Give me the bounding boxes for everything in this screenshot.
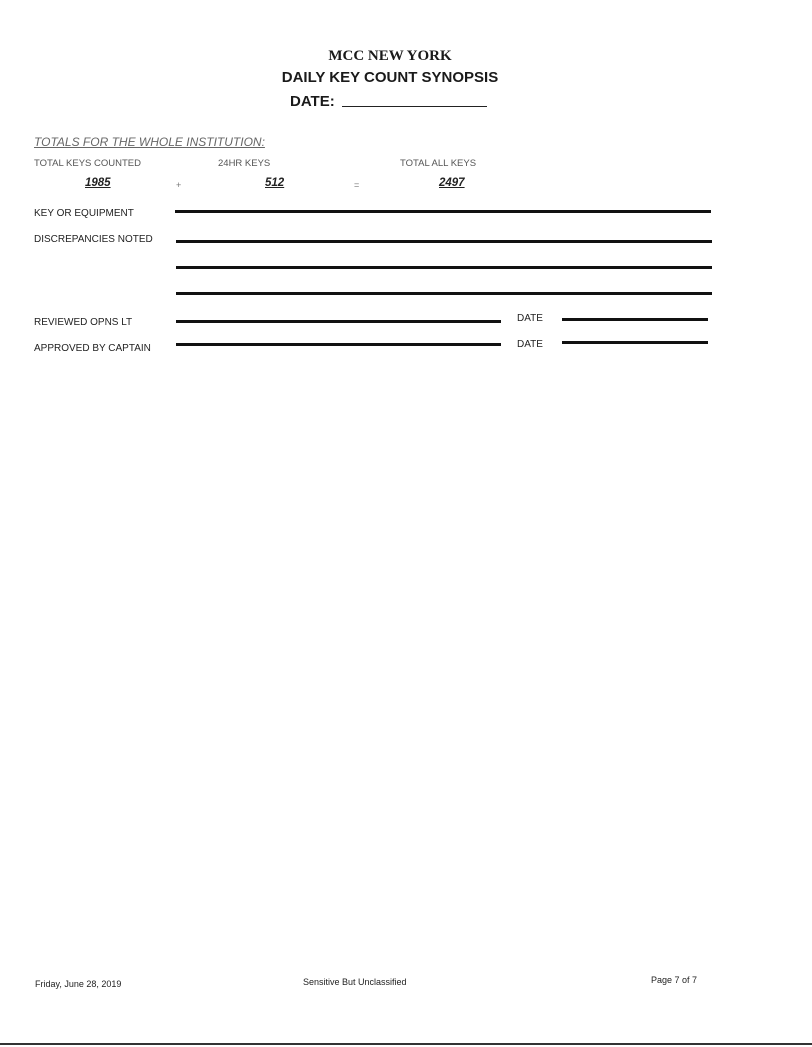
discrepancies-line-3	[176, 292, 712, 295]
header-date-label: DATE:	[290, 93, 335, 110]
key-or-equipment-line	[175, 210, 711, 213]
discrepancies-line-2	[176, 266, 712, 269]
discrepancies-label: DISCREPANCIES NOTED	[34, 234, 153, 245]
footer-page-number: Page 7 of 7	[651, 975, 698, 985]
page-bottom-edge	[0, 1043, 812, 1045]
footer-date: Friday, June 28, 2019	[35, 979, 122, 989]
total-all-keys-value: 2497	[439, 177, 465, 189]
keys-24hr-header: 24HR KEYS	[218, 158, 271, 169]
footer-classification: Sensitive But Unclassified	[303, 977, 407, 987]
approved-by-captain-label: APPROVED BY CAPTAIN	[34, 343, 151, 354]
total-keys-counted-header: TOTAL KEYS COUNTED	[34, 158, 141, 169]
total-all-keys-header: TOTAL ALL KEYS	[400, 158, 477, 169]
institution-name: MCC NEW YORK	[328, 48, 452, 64]
key-or-equipment-label: KEY OR EQUIPMENT	[34, 208, 134, 219]
discrepancies-line-1	[176, 240, 712, 243]
reviewed-date-label: DATE	[517, 313, 543, 324]
keys-24hr-value: 512	[265, 177, 285, 189]
total-keys-counted-value: 1985	[85, 177, 111, 189]
approved-date-label: DATE	[517, 339, 543, 350]
header-date-line	[342, 106, 487, 107]
reviewed-opns-lt-label: REVIEWED OPNS LT	[34, 317, 133, 328]
approved-date-line	[562, 341, 708, 344]
totals-heading: TOTALS FOR THE WHOLE INSTITUTION:	[34, 135, 265, 149]
equals-sign: =	[354, 180, 360, 190]
approved-signature-line	[176, 343, 501, 346]
reviewed-date-line	[562, 318, 708, 321]
plus-sign: +	[176, 180, 182, 190]
reviewed-signature-line	[176, 320, 501, 323]
page-title: DAILY KEY COUNT SYNOPSIS	[281, 69, 499, 86]
